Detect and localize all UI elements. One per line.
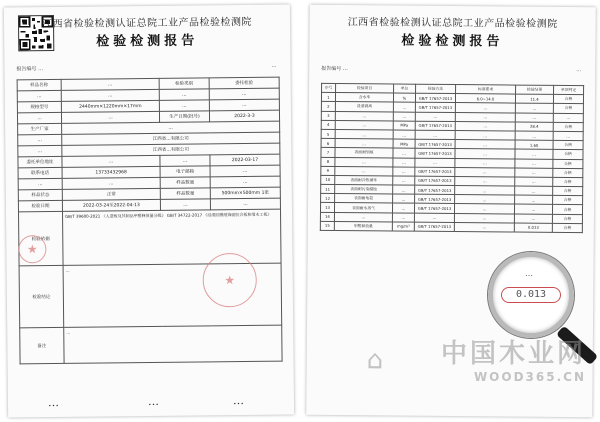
- cell-req: …: [455, 167, 515, 177]
- row-value: …: [61, 111, 159, 123]
- report-info-table: [17, 77, 283, 365]
- cell-req: …: [454, 222, 514, 232]
- report-title: 检验检测报告: [401, 33, 504, 50]
- column-header: 检验方法: [416, 84, 456, 94]
- cell-unit: …: [393, 167, 415, 176]
- cell-no: 4: [321, 120, 335, 129]
- cell-unit: MPa: [393, 139, 415, 148]
- row-label: …: [159, 89, 209, 101]
- row-value: 13733432968: [62, 166, 160, 178]
- cell-req: …: [455, 140, 515, 150]
- column-header: 单位: [394, 84, 416, 93]
- row-label: …: [159, 100, 209, 112]
- cell-method: GB/T 17657-2013: [415, 176, 455, 186]
- cell-judge: 合格: [553, 168, 583, 177]
- cell-method: …: [415, 158, 455, 168]
- cell-judge: 合格: [552, 205, 582, 214]
- row-value: …: [210, 198, 280, 210]
- cell-result: 1.60: [515, 140, 553, 150]
- site-watermark: [441, 333, 586, 384]
- row-value: …: [61, 78, 159, 90]
- row-label: …: [17, 112, 61, 123]
- cell-req: …: [455, 158, 515, 168]
- row-label: 检验类别: [159, 78, 209, 90]
- column-header: 检验结果: [516, 85, 554, 95]
- cell-unit: …: [392, 203, 414, 212]
- report-number: 报告编号 …: [321, 65, 348, 73]
- cell-method: GB/T 17657-2013: [414, 222, 454, 232]
- cell-method: GB/T 17657-2013: [415, 185, 455, 195]
- row-value: 江西省…有限公司: [62, 132, 280, 145]
- row-label: …: [160, 155, 210, 167]
- cell-result: …: [515, 177, 553, 187]
- cell-no: 11: [321, 184, 335, 193]
- cell-unit: …: [393, 130, 415, 139]
- row-label: …: [18, 145, 62, 156]
- cell-no: 13: [320, 203, 334, 212]
- cell-unit: …: [393, 194, 415, 203]
- column-header: 标准要求: [456, 85, 516, 95]
- row-label: 规格型号: [17, 101, 61, 112]
- cell-item: 表面耐污染腐蚀: [335, 185, 393, 195]
- cell-no: 14: [320, 212, 334, 221]
- cell-item: …: [334, 212, 392, 222]
- cell-judge: 合格: [552, 214, 582, 223]
- cell-method: GB/T 17657-2013: [415, 148, 455, 158]
- cell-item: 表面耐冷热循环: [335, 175, 393, 185]
- cell-no: 8: [321, 157, 335, 166]
- cell-judge: 合格: [553, 122, 583, 131]
- row-label: 联系电话: [18, 167, 62, 178]
- cell-result: …: [515, 168, 553, 178]
- cell-item: …: [335, 120, 393, 130]
- cell-item: …: [335, 129, 393, 139]
- cell-method: GB/T 17657-2013: [414, 204, 454, 214]
- cell-result: …: [515, 149, 553, 159]
- cell-no: 15: [320, 221, 334, 230]
- cell-method: …: [415, 112, 455, 122]
- cell-item: 表面耐划痕: [335, 148, 393, 158]
- row-value: …: [61, 89, 159, 101]
- cell-judge: …: [553, 113, 583, 122]
- cell-req: …: [455, 195, 515, 205]
- row-label: 委托单位地址: [18, 156, 62, 167]
- cell-no: 7: [321, 148, 335, 157]
- row-value: …: [209, 88, 279, 100]
- cell-item: …: [335, 166, 393, 176]
- row-value: …: [210, 165, 280, 177]
- column-header: 检验项目: [336, 83, 394, 93]
- cell-judge: 合格: [553, 177, 583, 186]
- cell-result: …: [515, 159, 553, 169]
- cell-judge: 合格: [553, 196, 583, 205]
- qualification-seal-stamp: [18, 235, 46, 263]
- row-label: 检验日期: [18, 200, 62, 211]
- page-label: …: [576, 67, 582, 74]
- cell-unit: …: [393, 102, 415, 111]
- row-label: …: [160, 199, 210, 211]
- cell-item: …: [335, 111, 393, 121]
- cell-result: …: [515, 131, 553, 141]
- cell-no: 6: [321, 138, 335, 147]
- row-value: 2440mm×1220mm×17mm: [61, 100, 159, 112]
- row-label: 样品数量: [160, 188, 210, 200]
- cell-result: …: [514, 204, 552, 214]
- remark-text: …: [64, 325, 282, 363]
- cell-req: 6.0~14.0: [455, 94, 515, 104]
- row-label: 生产厂家: [18, 123, 62, 134]
- highlighted-result-value: 0.013: [501, 287, 561, 303]
- cell-result: …: [514, 214, 552, 224]
- cell-unit: MPa: [393, 121, 415, 130]
- row-label: 样品数量: [160, 177, 210, 189]
- row-value: 2022-03-17: [210, 154, 280, 166]
- row-label: …: [17, 90, 61, 101]
- row-value: 500mm×500mm 1张: [210, 187, 280, 199]
- cell-result: …: [515, 103, 553, 113]
- row-label: 检验依据: [19, 211, 64, 265]
- page-label: …: [271, 62, 277, 69]
- cell-unit: %: [393, 93, 415, 102]
- signature-2: …: [147, 394, 160, 409]
- cell-req: …: [455, 103, 515, 113]
- column-header: 序号: [322, 83, 336, 92]
- cell-req: …: [455, 186, 515, 196]
- row-label: 检验结论: [19, 265, 64, 327]
- cell-item: 甲醛释放量: [334, 221, 392, 231]
- row-label: 生产日期(批号): [159, 111, 209, 123]
- cell-no: 3: [321, 111, 335, 120]
- cell-req: …: [455, 112, 515, 122]
- cell-req: …: [454, 213, 514, 223]
- row-value: …: [209, 99, 279, 111]
- organization-name: 江西省检验检测认证总院工业产品检验检测院: [347, 17, 558, 30]
- row-value: 委托检验: [209, 77, 279, 89]
- left-report-page: [4, 5, 294, 418]
- cell-no: 9: [321, 166, 335, 175]
- cell-item: 表面耐水蒸气: [334, 203, 392, 213]
- cell-judge: 合格: [552, 223, 582, 232]
- cell-unit: …: [393, 185, 415, 194]
- watermark-cn-text: 中国木业网: [440, 339, 586, 369]
- row-value: …: [62, 177, 160, 189]
- cell-result: 11.4: [515, 94, 553, 104]
- report-number: 报告编号 …: [16, 66, 44, 73]
- cell-unit: …: [393, 148, 415, 157]
- cell-item: 含水率: [335, 93, 393, 103]
- conclusion-text: …: [63, 263, 282, 327]
- cell-req: …: [455, 130, 515, 140]
- cell-judge: 合格: [553, 159, 583, 168]
- cell-req: …: [455, 149, 515, 159]
- cell-method: GB/T 17657-2013: [415, 167, 455, 177]
- table-row: [20, 325, 282, 364]
- row-value: …: [62, 155, 160, 167]
- report-title: 检验检测报告: [96, 33, 199, 50]
- cell-method: …: [415, 130, 455, 140]
- cell-no: 1: [321, 93, 335, 102]
- row-value: …: [62, 121, 280, 134]
- cell-method: GB/T 17657-2013: [415, 103, 455, 113]
- magnified-column-label: …: [525, 269, 533, 278]
- cell-judge: 合格: [553, 104, 583, 113]
- row-label: 样品名称: [17, 79, 61, 90]
- cell-unit: …: [393, 112, 415, 121]
- cell-no: 12: [321, 194, 335, 203]
- cell-unit: mg/m³: [392, 222, 414, 231]
- row-value: 正常: [62, 188, 160, 200]
- cell-unit: …: [392, 213, 414, 222]
- cell-method: GB/T 17657-2013: [415, 93, 455, 103]
- cell-result: …: [515, 195, 553, 205]
- cell-item: 浸渍剥离: [335, 102, 393, 112]
- test-results-table: [320, 83, 584, 233]
- row-value: 2022-3-3: [209, 110, 279, 122]
- cell-item: 表面耐龟裂: [335, 194, 393, 204]
- cell-req: …: [454, 204, 514, 214]
- basis-text: GB/T 39600-2021 《人造板及其制品甲醛释放量分级》 GB/T 34722-2017 《浸渍胶膜纸饰面胶合板和细木工板》: [62, 209, 281, 265]
- organization-name: 江西省检验检测认证总院工业产品检验检测院: [41, 16, 253, 31]
- cell-unit: …: [393, 157, 415, 166]
- cell-item: …: [335, 139, 393, 149]
- signature-3: …: [232, 394, 245, 408]
- cell-judge: 合格: [553, 150, 583, 159]
- row-label: …: [18, 178, 62, 189]
- row-label: 样品状态: [18, 189, 62, 200]
- row-label: 备注: [20, 327, 64, 363]
- cell-result: …: [515, 186, 553, 196]
- cell-result: …: [515, 113, 553, 123]
- cell-no: 10: [321, 175, 335, 184]
- signature-1: …: [47, 395, 60, 410]
- cell-judge: …: [553, 131, 583, 140]
- cell-method: GB/T 17657-2013: [415, 139, 455, 149]
- cell-item: …: [335, 157, 393, 167]
- cell-method: GB/T 17657-2013: [415, 121, 455, 131]
- row-label: 电子邮箱: [160, 166, 210, 178]
- cell-method: GB/T 17657-2013: [415, 194, 455, 204]
- cell-judge: 合格: [553, 141, 583, 150]
- cell-unit: …: [393, 176, 415, 185]
- table-row: [320, 221, 582, 232]
- magnifier-lens-icon: [488, 252, 574, 338]
- cell-judge: 合格: [553, 95, 583, 104]
- watermark-en-text: WOOD365.CN: [473, 370, 586, 384]
- row-value: …: [210, 176, 280, 188]
- row-value: 江西省…有限公司: [62, 143, 280, 156]
- cell-no: 2: [321, 102, 335, 111]
- cell-result: 28.4: [515, 122, 553, 132]
- cell-req: …: [455, 121, 515, 131]
- cell-req: …: [455, 176, 515, 186]
- official-seal-stamp: [202, 253, 257, 308]
- cell-judge: 合格: [553, 186, 583, 195]
- column-header: 单项判定: [554, 85, 584, 94]
- cell-result: 0.013: [514, 223, 552, 233]
- watermark-logo-icon: ⌂: [366, 345, 384, 376]
- row-label: …: [18, 134, 62, 145]
- cell-no: 5: [321, 129, 335, 138]
- cell-method: …: [414, 213, 454, 223]
- row-value: 2022-03-24至2022-04-13: [62, 199, 160, 211]
